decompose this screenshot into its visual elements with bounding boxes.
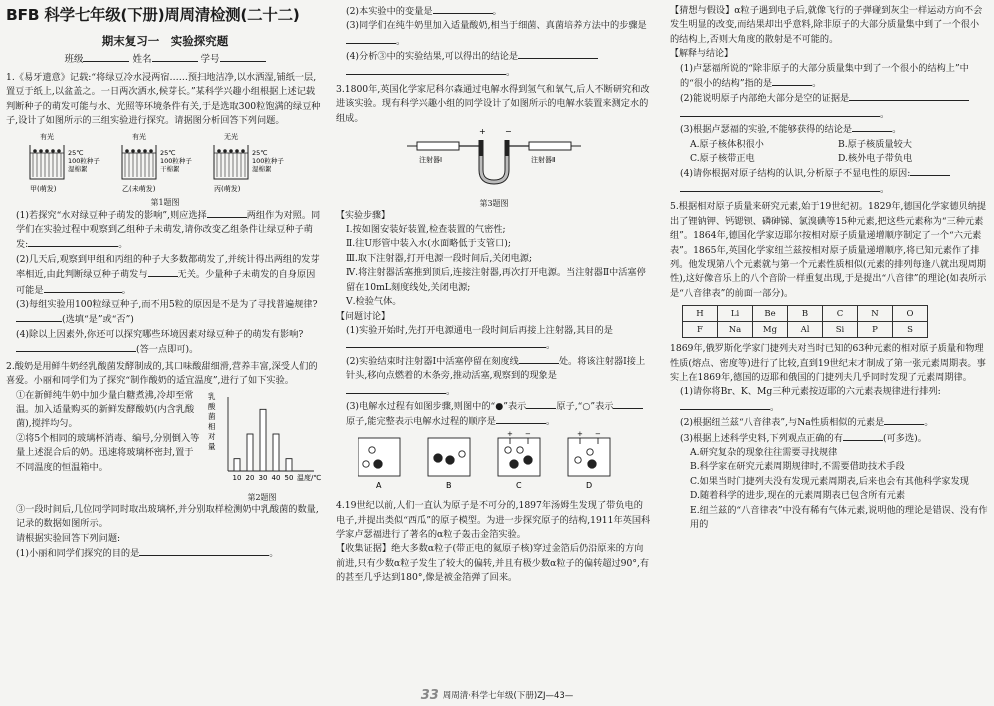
particle-box-3 <box>568 430 610 490</box>
seed-icon <box>125 149 129 153</box>
particle-box-0 <box>358 438 400 490</box>
q3-part2: (2)实验结束时注射器Ⅰ中活塞停留在刻度线 处。将该注射器Ⅰ接上针头,移向点燃着的木条旁,推动活塞,观察到的现象是。 <box>346 355 646 397</box>
q4-stem: 4.19世纪以前,人们一直认为原子是不可分的,1897年汤姆生发现了带负电的电子,并提出类似“西瓜”的原子模型。为进一步探究原子的结构,1911年英国科学家卢瑟福进行了著名的α粒子轰击金箔实验。 <box>336 500 651 540</box>
plus-icon: + <box>507 429 513 438</box>
q2-step1: ①在新鲜纯牛奶中加少量白糖煮沸,冷却至常温。加入适量购买的新鲜发酵酸奶(内含乳酸菌),搅拌均匀。 <box>16 389 195 430</box>
seed-icon <box>143 149 147 153</box>
u-tube-icon <box>481 140 507 182</box>
plus-terminal-icon: + <box>479 127 486 137</box>
x-tick-label: 40 <box>271 473 281 482</box>
y-axis-label-char: 相 <box>208 421 216 431</box>
syringe-2-icon <box>529 142 571 150</box>
minus-icon: − <box>595 429 601 438</box>
u-tube-apparatus <box>407 127 581 182</box>
y-axis-label-char: 量 <box>208 441 216 451</box>
seed-icon <box>235 149 239 153</box>
q3-step: Ⅲ.取下注射器,打开电源一段时间后,关闭电源; <box>346 252 533 264</box>
table-row <box>683 322 928 338</box>
q3-step: Ⅰ.按如图安装好装置,检查装置的气密性; <box>346 224 506 236</box>
table-cell: C <box>823 306 858 322</box>
box-frame <box>498 438 540 476</box>
table-cell: B <box>788 306 823 322</box>
medium-label: 湿棉絮 <box>68 164 88 173</box>
q1-part1: (1)若探究“水对绿豆种子萌发的影响”,则应选择 两组作为对照。同学们在实验过程中观察到乙组种子未萌发,请你改变乙组条件让绿豆种子萌发: 。 <box>16 209 321 251</box>
brand-logo-icon: 33 <box>420 688 439 703</box>
bar <box>260 409 266 471</box>
q5-part1: (1)请你将Br、K、Mg三种元素按迈耶的六元素表规律进行排列: 。 <box>680 386 941 413</box>
q4-options <box>670 138 988 167</box>
q3-part3: (3)电解水过程有如图步骤,则图中的“●”表示 原子,“○”表示原子,能完整表示电解水过程的顺序是 。 <box>336 399 652 430</box>
column-middle <box>336 4 652 586</box>
filled-atom-icon <box>510 460 518 468</box>
bar <box>286 458 292 470</box>
lactobacillus-bar-chart <box>202 389 322 487</box>
table-cell: H <box>683 306 718 322</box>
page-footer <box>0 688 994 703</box>
q1-2-blank-a[interactable] <box>148 267 178 277</box>
q5-option: C.如果当时门捷列夫没有发现元素周期表,后来也会有其他科学家发现 <box>690 475 969 487</box>
q5-part2: (2)根据纽兰兹“八音律表”,与Na性质相似的元素是 。 <box>680 417 934 429</box>
q2-part4: (4)分析③中的实验结果,可以得出的结论是 。 <box>336 49 652 80</box>
q1-3-blank[interactable] <box>16 312 62 322</box>
q3-1-blank[interactable] <box>346 338 546 348</box>
seed-icon <box>57 149 61 153</box>
x-tick-label: 50 <box>284 473 294 482</box>
q3-part1: (1)实验开始时,先打开电源通电一段时间后再接上注射器,其目的是。 <box>346 324 613 352</box>
germination-setup-2 <box>214 132 284 193</box>
group-label: 丙(萌发) <box>214 184 241 193</box>
seed-icon <box>217 149 221 153</box>
bar <box>247 434 253 471</box>
q1-stem: 1.《易牙遗意》记载:“将绿豆冷水浸两宿……预扫地洁净,以水洒湿,铺纸一层,置豆于纸上,以盆盖之。一日两次洒水,候芽长。”某科学兴趣小组根据上述记载判断种子的萌发可能与水、光照等环境条件有关,于是选取300粒饱满的绿豆种子,设计了如图所示的三组实验进行探究。请据图分析回答下列问题。 <box>6 72 321 127</box>
q3-stem: 3.1800年,英国化学家尼科尔森通过电解水得到氢气和氧气,后人不断研究和改进该实验。现有科学兴趣小组的同学设计了如图所示的电解水装置来测定水的组成。 <box>336 84 650 124</box>
hollow-atom-icon <box>505 447 511 453</box>
name-label: 姓名 <box>132 54 152 65</box>
box-label: C <box>516 480 522 490</box>
filled-atom-icon <box>434 454 442 462</box>
q3-2-blank-b[interactable] <box>346 384 446 394</box>
table-cell: F <box>683 322 718 338</box>
x-tick-label: 20 <box>245 473 255 482</box>
q5-part3: (3)根据上述科学史料,下列观点正确的有 (可多选)。 <box>680 432 927 444</box>
table-cell: Si <box>823 322 858 338</box>
q5-after: 1869年,俄罗斯化学家门捷列夫对当时已知的63种元素的相对原子质量和物理性质(熔点、密度等)进行了比较,直到19世纪末才制成了第一张元素周期表。事实上在1869年,德国的迈耶和俄国的门捷列夫几乎同时发现了元素周期律。 <box>670 343 986 383</box>
medium-label: 湿棉絮 <box>252 164 272 173</box>
q4-part3: (3)根据卢瑟福的实验,不能够获得的结论是 。 <box>680 124 902 136</box>
filled-atom-icon <box>446 456 454 464</box>
filled-atom-icon <box>524 456 532 464</box>
table-cell: Li <box>718 306 753 322</box>
q5-option: A.研究复杂的现象往往需要寻找规律 <box>690 446 838 458</box>
q1-figure <box>28 131 324 197</box>
q1-4-blank[interactable] <box>16 342 136 352</box>
name-blank[interactable] <box>152 52 198 62</box>
q3-steps-list <box>336 223 652 309</box>
q4-4-blank-line2[interactable] <box>680 182 880 192</box>
seed-icon <box>241 149 245 153</box>
seed-icon <box>149 149 153 153</box>
q3-3-blank-b[interactable] <box>613 399 643 409</box>
group-label: 甲(萌发) <box>30 184 57 193</box>
q5-3-blank[interactable] <box>843 431 883 441</box>
q3-discussion-heading: 【问题讨论】 <box>336 311 391 322</box>
q1-1-blank-a[interactable] <box>207 208 247 218</box>
syringe-1-icon <box>417 142 459 150</box>
seed-icon <box>223 149 227 153</box>
syringe-2-label: 注射器Ⅱ <box>531 156 556 165</box>
octave-law-table <box>682 305 928 338</box>
footer-text: 周周清·科学七年级(下册)ZJ—43— <box>442 691 574 701</box>
q2-2-blank[interactable] <box>433 4 493 14</box>
filled-atom-icon <box>588 460 596 468</box>
table-cell: Be <box>753 306 788 322</box>
hollow-atom-icon <box>517 447 523 453</box>
electrolysis-steps-diagram <box>358 430 638 492</box>
q3-3-blank-c[interactable] <box>496 414 546 424</box>
page-title: BFB 科学七年级(下册)周周清检测(二十二) <box>6 6 300 24</box>
q5-option: D.随着科学的进步,现在的元素周期表已包含所有元素 <box>690 490 906 502</box>
seed-icon <box>131 149 135 153</box>
y-axis-label-char: 酸 <box>208 401 216 411</box>
seeds-label: 100粒种子 <box>68 156 100 165</box>
temp-label: 25℃ <box>160 148 176 157</box>
q4-option: A.原子核体积很小 <box>690 138 764 150</box>
q3-step: Ⅱ.往U形管中装入水(水面略低于支管口); <box>346 238 511 250</box>
q4-part4: (4)请你根据对原子结构的认识,分析原子不显电性的原因: 。 <box>670 166 988 197</box>
q2-4-blank[interactable] <box>518 49 598 59</box>
hollow-atom-icon <box>459 451 465 457</box>
q3-figure-caption: 第3题图 <box>479 198 509 208</box>
q3-3-blank-a[interactable] <box>526 399 556 409</box>
box-label: D <box>586 480 593 490</box>
germination-setup-figure <box>28 131 298 197</box>
q4-option: D.核外电子带负电 <box>838 153 913 165</box>
q1-part2: (2)几天后,观察到甲组和丙组的种子大多数都萌发了,并统计得出两组的发芽率相近,由此判断绿豆种子萌发与 无关。少量种子未萌发的自身原因可能是 。 <box>16 253 320 296</box>
q3-steps-heading: 【实验步骤】 <box>336 210 391 221</box>
filled-atom-icon <box>374 460 382 468</box>
q4-evidence: 【收集证据】绝大多数α粒子(带正电的氦原子核)穿过金箔后仍沿原来的方向前进,只有少数α粒子发生了较大的偏转,并且有极少数α粒子的偏转超过90°,有的甚至几乎达到180°,像是被金箔弹了回来。 <box>336 543 650 584</box>
y-axis-label-char: 对 <box>208 431 216 441</box>
seed-icon <box>39 149 43 153</box>
q2-3-blank[interactable] <box>346 34 396 44</box>
q5-stem: 5.根据相对原子质量来研究元素,始于19世纪初。1829年,德国化学家德贝纳提出了锂钠钾、钙锶钡、磷砷锑、氯溴碘等15种元素,把这些元素称为“三种元素组”。1864年,德国化学家迈耶尔按相对原子质量递增顺序制定了一个“六元素表”。1865年,英国化学家纽兰兹按相对原子质量递增顺序,将已知元素作了排列。他发现第八个元素就与第一个元素性质相似(元素的排列每逢八就出现周期性),这好像音乐上的八个音阶一样重复出现,于是提出“八音律”的理论(如表所示是“八音律表”的前面一部分)。 <box>670 201 987 299</box>
seed-icon <box>137 149 141 153</box>
q4-part1: (1)卢瑟福所说的“除非原子的大部分质量集中到了一个很小的结构上”中的“很小的结构”指的是 。 <box>680 62 969 90</box>
table-row <box>683 306 928 322</box>
syringe-1-label: 注射器Ⅰ <box>419 156 443 165</box>
q1-1-blank-b[interactable] <box>28 237 118 247</box>
x-tick-label: 30 <box>258 473 268 482</box>
q3-particle-boxes <box>336 430 652 497</box>
light-label: 有光 <box>40 132 54 141</box>
table-cell: S <box>893 322 928 338</box>
q3-step: Ⅴ.检验气体。 <box>346 296 402 308</box>
q1-part3: (3)每组实验用100粒绿豆种子,而不用5粒的原因是不是为了寻找普遍规律?(选填“是”或“否”) <box>16 299 318 326</box>
seed-icon <box>51 149 55 153</box>
q3-2-blank-a[interactable] <box>519 354 559 364</box>
group-label: 乙(未萌发) <box>122 184 156 193</box>
q5-options <box>670 446 988 532</box>
q4-3-blank[interactable] <box>852 122 892 132</box>
table-cell: O <box>893 306 928 322</box>
hollow-atom-icon <box>369 447 375 453</box>
q5-1-blank[interactable] <box>680 400 770 410</box>
q2-steps-and-chart <box>6 389 324 503</box>
bar <box>273 434 279 471</box>
temp-label: 25℃ <box>68 148 84 157</box>
electrolysis-apparatus-figure <box>399 126 589 192</box>
x-tick-label: 10 <box>232 473 242 482</box>
q4-part2: (2)能说明原子内部绝大部分是空的证据是 。 <box>670 91 988 122</box>
id-label: 学号 <box>200 54 220 65</box>
seed-icon <box>229 149 233 153</box>
box-frame <box>568 438 610 476</box>
minus-icon: − <box>525 429 531 438</box>
light-label: 无光 <box>224 132 238 141</box>
q4-1-blank[interactable] <box>772 76 812 86</box>
q2-step2: ②将5个相同的玻璃杯消毒、编号,分别倒入等量上述混合后的奶。迅速将玻璃杯密封,置于不同温度的恒温箱中。 <box>16 432 200 473</box>
minus-terminal-icon: − <box>505 127 512 137</box>
q1-part4: (4)除以上因素外,你还可以探究哪些环境因素对绿豆种子的萌发有影响?(答一点即可)。 <box>16 328 304 356</box>
seeds-label: 100粒种子 <box>160 156 192 165</box>
germination-setup-1 <box>122 132 192 193</box>
class-label: 班级 <box>64 54 84 65</box>
q2-step3: ③一段时间后,几位同学同时取出玻璃杯,并分别取样检测奶中乳酸菌的数量,记录的数据如图所示。 <box>16 503 319 530</box>
column-right <box>670 4 988 532</box>
class-blank[interactable] <box>83 52 129 62</box>
q4-2-blank-line2[interactable] <box>680 107 880 117</box>
q4-option: C.原子核带正电 <box>690 153 755 165</box>
seed-icon <box>45 149 49 153</box>
q3-step: Ⅳ.将注射器活塞推到顶后,连接注射器,再次打开电源。当注射器Ⅱ中活塞停留在10mL刻度线处,关闭电源; <box>346 267 646 293</box>
table-cell: P <box>858 322 893 338</box>
y-axis-label-char: 乳 <box>208 391 216 401</box>
q4-option: B.原子核质量较大 <box>838 138 912 150</box>
seeds-label: 100粒种子 <box>252 156 284 165</box>
light-label: 有光 <box>132 132 146 141</box>
box-label: B <box>446 480 452 490</box>
table-cell: Al <box>788 322 823 338</box>
q2-part1: (1)小丽和同学们探究的目的是 。 <box>16 548 279 560</box>
hollow-atom-icon <box>575 457 581 463</box>
q2-stem: 2.酸奶是用鲜牛奶经乳酸菌发酵制成的,其口味酸甜细滑,营养丰富,深受人们的喜爱。小丽和同学们为了探究“制作酸奶的适宜温度”,进行了如下实验。 <box>6 360 318 387</box>
hollow-atom-icon <box>587 449 593 455</box>
particle-box-2 <box>498 430 540 490</box>
x-axis-label: 温度/℃ <box>297 473 322 482</box>
student-info-line <box>6 52 324 68</box>
page-subtitle: 期末复习一 实验探究题 <box>101 34 229 48</box>
id-blank[interactable] <box>220 52 266 62</box>
box-label: A <box>376 480 382 490</box>
q1-2-blank-b[interactable] <box>44 283 122 293</box>
q4-explain-heading: 【解释与结论】 <box>670 49 734 60</box>
q2-part3: (3)同学们在纯牛奶里加入适量酸奶,相当于细菌、真菌培养方法中的步骤是。 <box>346 20 647 47</box>
q2-1-blank[interactable] <box>139 546 269 556</box>
q2-chart-caption: 第2题图 <box>247 492 277 502</box>
medium-label: 干棉絮 <box>160 164 180 173</box>
bar <box>234 458 240 470</box>
water-icon <box>481 156 507 182</box>
q5-option: B.科学家在研究元素周期规律时,不需要借助技术手段 <box>690 461 905 473</box>
q4-hypothesis: 【猜想与假设】α粒子遇到电子后,就像飞行的子弹碰到灰尘一样运动方向不会发生明显的改变,而结果却出乎意料,除非原子的大部分质量集中到了一个很小的结构上,否则大角度的散射是不可能的。 <box>670 5 983 45</box>
q2-part2: (2)本实验中的变量是 。 <box>346 6 502 17</box>
hollow-atom-icon <box>363 461 369 467</box>
temp-label: 25℃ <box>252 148 268 157</box>
q1-figure-caption: 第1题图 <box>150 197 180 207</box>
q2-ask: 请根据实验回答下列问题: <box>16 532 121 544</box>
q5-option: E.纽兰兹的“八音律表”中没有稀有气体元素,说明他的理论是错误、没有作用的 <box>690 504 988 530</box>
q5-2-blank[interactable] <box>884 415 924 425</box>
q4-4-blank[interactable] <box>910 166 950 176</box>
table-cell: Mg <box>753 322 788 338</box>
table-cell: N <box>858 306 893 322</box>
plus-icon: + <box>577 429 583 438</box>
box-frame <box>358 438 400 476</box>
q2-4-blank-line2[interactable] <box>346 65 506 75</box>
q3-figure <box>336 126 652 197</box>
seed-icon <box>33 149 37 153</box>
table-cell: Na <box>718 322 753 338</box>
q4-2-blank[interactable] <box>849 91 969 101</box>
germination-setup-0 <box>30 132 100 193</box>
particle-box-1 <box>428 438 470 490</box>
q2-chart <box>202 389 322 503</box>
y-axis-label-char: 菌 <box>208 411 216 421</box>
column-left <box>6 4 324 562</box>
